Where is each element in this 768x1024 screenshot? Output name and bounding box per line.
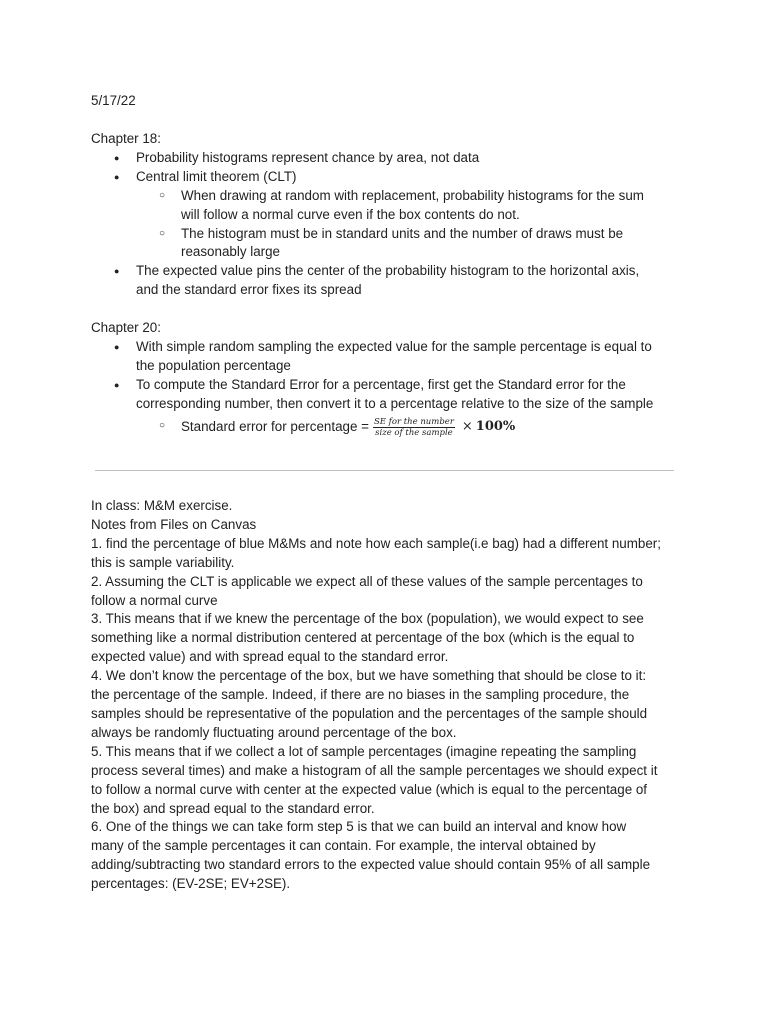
ch18-subbullet-2-line-2: reasonably large [181,244,281,260]
formula-times-sign: × [461,418,473,434]
ch20-formula-bullet [91,417,691,438]
notes-line: 6. One of the things we can take form step 5 is that we can build an interval and know how [91,819,627,835]
ch18-bullet-1 [91,149,691,168]
ch18-bullet-3 [91,262,691,300]
date-line [91,92,691,111]
notes-line: percentages: (EV-2SE; EV+2SE). [91,876,291,892]
notes-line: the box) and spread equal to the standard error. [91,800,375,816]
notes-line: always be randomly fluctuating around percentage of the box. [91,724,457,740]
ch18-subbullet-2 [91,225,691,263]
ch20-bullet-1 [91,338,691,376]
notes-line: process several times) and make a histogram of all the sample percentages we should expect it [91,762,658,778]
notes-line: In class: M&M exercise. [91,498,233,513]
ch20-bullet-2 [91,376,691,414]
ch20-bullet-1-line-1: ● With simple random sampling the expected value for the sample percentage is equal to [136,338,652,354]
standard-error-formula [181,417,691,438]
formula-percent: 100% [475,418,516,434]
notes-line: samples should be representative of the population and the percentages of the sample should [91,705,648,721]
notes-line: 1. find the percentage of blue M&Ms and note how each sample(i.e bag) had a different number; [91,535,661,551]
ch20-bullet-1-line-2: the population percentage [136,357,291,373]
notes-line: adding/subtracting two standard errors to the expected value should contain 95% of all sample [91,857,651,873]
notes-line: many of the sample percentages it can contain. For example, the interval obtained by [91,838,596,854]
ch18-bullet-3-line-1: ● The expected value pins the center of the probability histogram to the horizontal axis, [136,263,640,279]
formula-expression [369,417,515,438]
notes-line: this is sample variability. [91,554,235,570]
ch20-bullet-2-line-2: corresponding number, then convert it to a percentage relative to the size of the sample [136,395,654,411]
notes-line: 4. We don’t know the percentage of the box, but we have something that should be close to it: [91,668,647,684]
ch18-subbullet-2-line-1: ○ The histogram must be in standard units and the number of draws must be [181,225,624,241]
ch18-subbullet-1-line-2: will follow a normal curve even if the box contents do not. [181,206,520,222]
notes-line: the percentage of the sample. Indeed, if there are no biases in the sampling procedure, the [91,687,630,703]
class-notes-section [91,497,691,894]
chapter-18-heading: Chapter 18: [91,131,161,146]
horizontal-divider [95,470,674,471]
formula-denominator: size of the sample [375,427,453,438]
notes-line: to follow a normal curve with center at the expected value (which is equal to the percentage of [91,781,648,797]
chapter-20-section [91,319,691,438]
formula-fraction [373,417,455,438]
ch18-bullet-2-line-1: ● Central limit theorem (CLT) [136,168,297,184]
chapter-20-heading: Chapter 20: [91,320,161,335]
notes-line: Notes from Files on Canvas [91,516,257,532]
ch18-subbullet-1-line-1: ○ When drawing at random with replacement, probability histograms for the sum [181,187,644,203]
notes-line: 3. This means that if we knew the percentage of the box (population), we would expect to see [91,611,644,627]
date: 5/17/22 [91,93,136,108]
chapter-18-section [91,130,691,300]
notes-line: expected value) and with spread equal to the standard error. [91,649,449,665]
ch20-bullet-2-line-1: ● To compute the Standard Error for a percentage, first get the Standard error for the [136,376,626,392]
ch18-subbullet-1 [91,187,691,225]
ch18-bullet-1-line-1: ● Probability histograms represent chance by area, not data [136,149,480,165]
notes-line: something like a normal distribution centered at percentage of the box (which is the equal to [91,630,635,646]
notes-line: follow a normal curve [91,592,218,608]
ch18-bullet-2 [91,168,691,187]
ch18-bullet-3-line-2: and the standard error fixes its spread [136,282,362,298]
notes-line: 5. This means that if we collect a lot of sample percentages (imagine repeating the sampling [91,743,637,759]
notes-line: 2. Assuming the CLT is applicable we expect all of these values of the sample percentages to [91,573,643,589]
formula-numerator: SE for the number [373,416,454,427]
formula-label: Standard error for percentage = [181,418,369,434]
